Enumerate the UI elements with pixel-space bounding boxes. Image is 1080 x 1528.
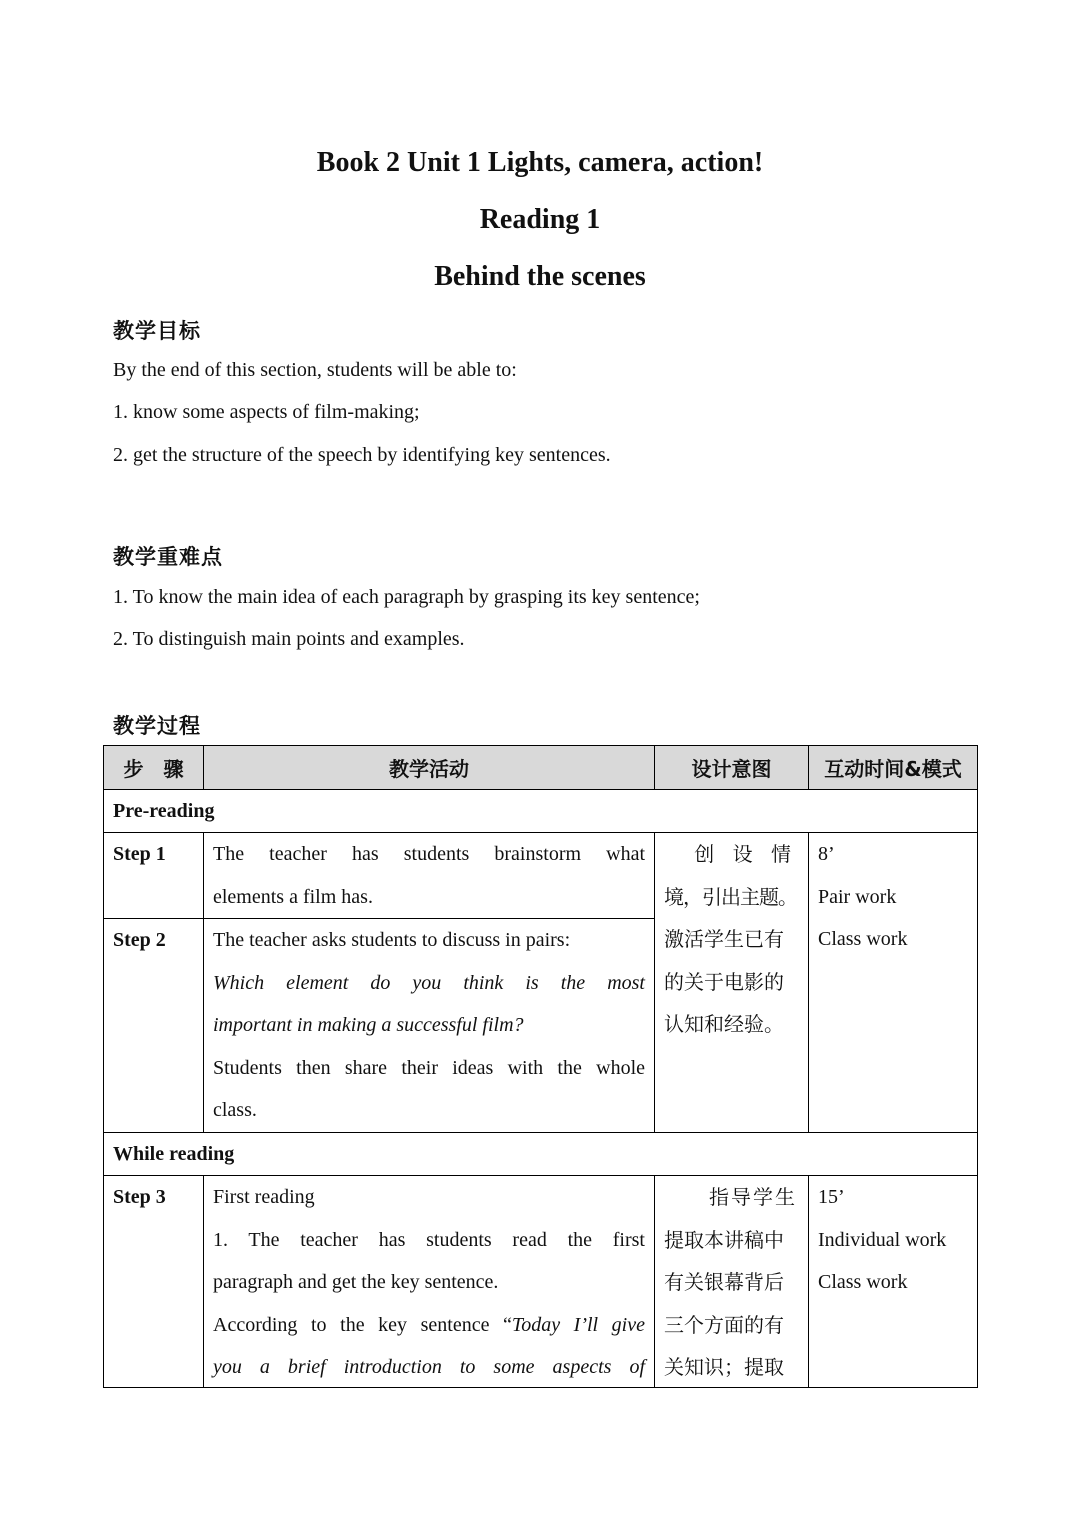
lesson-process-table bbox=[103, 745, 978, 1388]
header-step: 步 骤 bbox=[104, 746, 204, 790]
intent-line: 有关银幕背后 bbox=[664, 1270, 784, 1295]
key-point-item: 1. To know the main idea of each paragraph by grasping its key sentence; bbox=[113, 586, 700, 608]
intent-line: 激活学生已有 bbox=[664, 927, 784, 952]
intent-line: 指导学生 bbox=[709, 1185, 797, 1209]
pre-reading-time-mode bbox=[809, 833, 978, 1133]
key-sentence-quote: Today I’ll give bbox=[511, 1313, 645, 1336]
step-1-activity bbox=[204, 833, 655, 919]
activity-line: paragraph and get the key sentence. bbox=[213, 1271, 499, 1294]
time-value: 8’ bbox=[818, 843, 835, 865]
lesson-title: Behind the scenes bbox=[434, 261, 646, 292]
objective-item: 2. get the structure of the speech by identifying key sentences. bbox=[113, 444, 611, 466]
intent-line: 境，引出主题。 bbox=[664, 884, 797, 909]
header-intent: 设计意图 bbox=[655, 746, 809, 790]
mode-item: Class work bbox=[818, 928, 908, 951]
objectives-intro: By the end of this section, students will be able to: bbox=[113, 359, 517, 381]
intent-line: 三个方面的有 bbox=[664, 1312, 784, 1337]
activity-line: First reading bbox=[213, 1186, 315, 1208]
section-pre-reading: Pre-reading bbox=[104, 790, 978, 833]
step-2-activity bbox=[204, 919, 655, 1133]
discussion-question-cont: important in making a successful film? bbox=[213, 1014, 524, 1037]
mode-item: Class work bbox=[818, 1271, 908, 1294]
step-3-label: Step 3 bbox=[104, 1176, 204, 1388]
activity-line: Students then share their ideas with the whole bbox=[213, 1056, 645, 1079]
activity-line: According to the key sentence “ bbox=[213, 1313, 512, 1336]
discussion-question: Which element do you think is the most bbox=[213, 971, 645, 994]
activity-line: elements a film has. bbox=[213, 885, 373, 908]
while-reading-intent bbox=[655, 1176, 809, 1388]
activity-line: The teacher asks students to discuss in pairs: bbox=[213, 929, 571, 951]
header-time-mode: 互动时间&模式 bbox=[809, 746, 978, 790]
section-while-reading: While reading bbox=[104, 1133, 978, 1176]
intent-line: 关知识；提取 bbox=[664, 1355, 784, 1380]
objective-item: 1. know some aspects of film-making; bbox=[113, 401, 420, 423]
step-2-label: Step 2 bbox=[104, 919, 204, 1133]
key-points-heading: 教学重难点 bbox=[113, 545, 223, 569]
process-heading: 教学过程 bbox=[113, 714, 201, 738]
intent-line: 的关于电影的 bbox=[664, 969, 784, 994]
intent-line: 提取本讲稿中 bbox=[664, 1227, 784, 1252]
objectives-heading: 教学目标 bbox=[113, 319, 201, 343]
pre-reading-intent bbox=[655, 833, 809, 1133]
mode-item: Individual work bbox=[818, 1228, 947, 1251]
key-point-item: 2. To distinguish main points and examples. bbox=[113, 628, 465, 650]
activity-line: 1. The teacher has students read the first bbox=[213, 1228, 645, 1251]
mode-item: Pair work bbox=[818, 885, 897, 908]
document-subtitle: Reading 1 bbox=[479, 204, 601, 235]
time-value: 15’ bbox=[818, 1186, 845, 1208]
step-3-activity bbox=[204, 1176, 655, 1388]
step-1-label: Step 1 bbox=[104, 833, 204, 919]
while-reading-time-mode bbox=[809, 1176, 978, 1388]
header-activity: 教学活动 bbox=[204, 746, 655, 790]
intent-line: 创 设 情 bbox=[694, 842, 797, 866]
activity-line: The teacher has students brainstorm what bbox=[213, 843, 645, 865]
activity-line: class. bbox=[213, 1099, 257, 1122]
document-title: Book 2 Unit 1 Lights, camera, action! bbox=[316, 147, 764, 178]
key-sentence-quote-cont: you a brief introduction to some aspects of bbox=[213, 1356, 645, 1379]
intent-line: 认知和经验。 bbox=[664, 1012, 784, 1037]
